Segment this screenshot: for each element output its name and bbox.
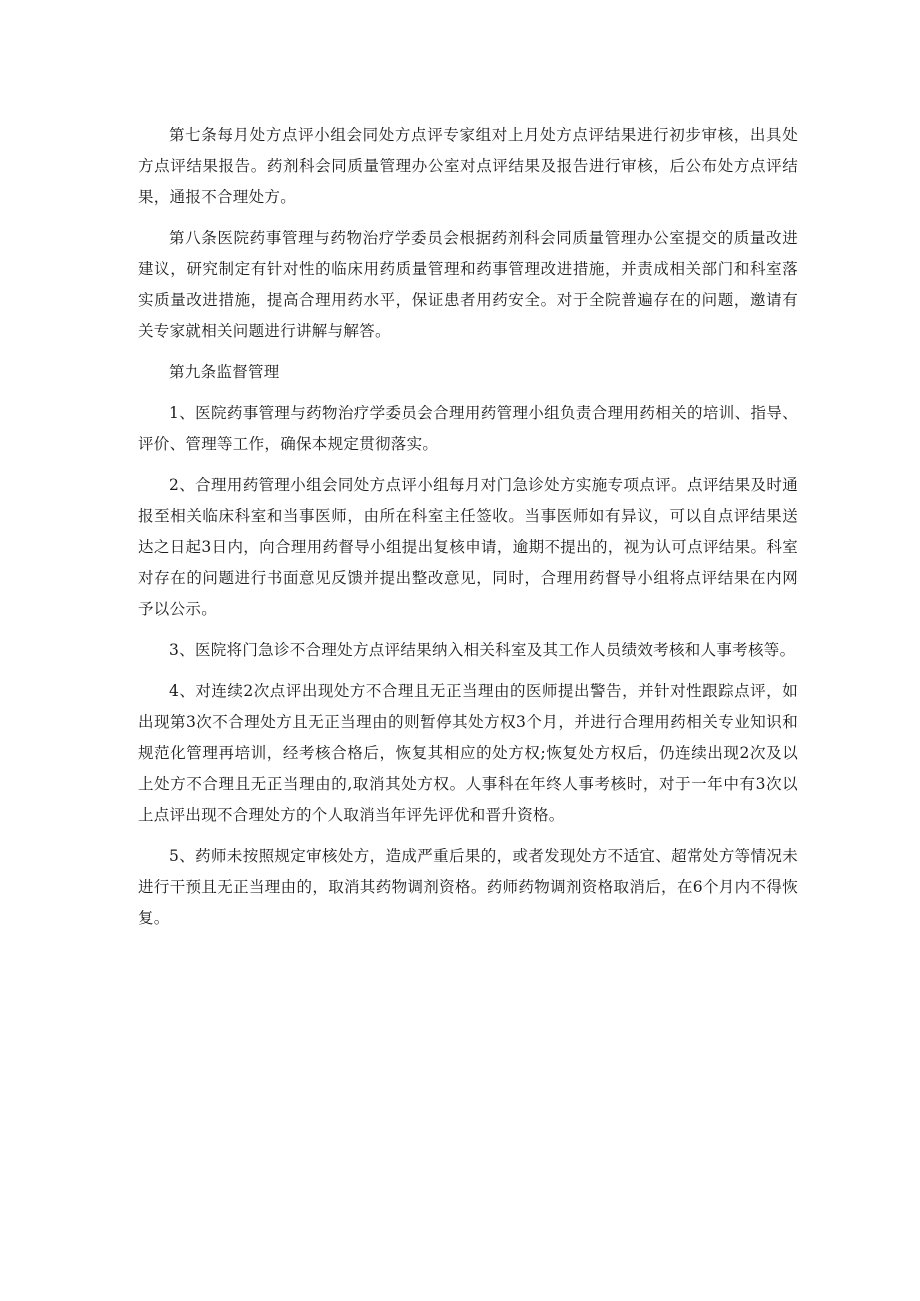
clause-5-paragraph: 5、药师未按照规定审核处方，造成严重后果的，或者发现处方不适宜、超常处方等情况未进行干预且无正当理由的，取消其药物调剂资格。药师药物调剂资格取消后，在6个月内不得恢复。 (138, 847, 798, 927)
clause-1-paragraph: 1、医院药事管理与药物治疗学委员会合理用药管理小组负责合理用药相关的培训、指导、评价、管理等工作，确保本规定贯彻落实。 (138, 404, 798, 453)
clause-4-paragraph: 4、对连续2次点评出现处方不合理且无正当理由的医师提出警告，并针对性跟踪点评，如出现第3次不合理处方且无正当理由的则暂停其处方权3个月，并进行合理用药相关专业知识和规范化管理再培训，经考核合格后，恢复其相应的处方权;恢复处方权后，仍连续出现2次及以上处方不合理且无正当理由的,取消其处方权。人事科在年终人事考核时，对于一年中有3次以上点评出现不合理处方的个人取消当年评先评优和晋升资格。 (138, 682, 798, 824)
clause-3-paragraph: 3、医院将门急诊不合理处方点评结果纳入相关科室及其工作人员绩效考核和人事考核等。 (169, 641, 796, 659)
article-9-heading: 第九条监督管理 (169, 363, 280, 381)
clause-2-paragraph: 2、合理用药管理小组会同处方点评小组每月对门急诊处方实施专项点评。点评结果及时通报至相关临床科室和当事医师，由所在科室主任签收。当事医师如有异议，可以自点评结果送达之日起3日内，向合理用药督导小组提出复核申请，逾期不提出的，视为认可点评结果。科室对存在的问题进行书面意见反馈并提出整改意见，同时，合理用药督导小组将点评结果在内网予以公示。 (138, 476, 798, 618)
article-7-paragraph: 第七条每月处方点评小组会同处方点评专家组对上月处方点评结果进行初步审核，出具处方点评结果报告。药剂科会同质量管理办公室对点评结果及报告进行审核，后公布处方点评结果，通报不合理处方。 (138, 126, 798, 206)
document-body (138, 120, 798, 944)
article-8-paragraph: 第八条医院药事管理与药物治疗学委员会根据药剂科会同质量管理办公室提交的质量改进建议，研究制定有针对性的临床用药质量管理和药事管理改进措施，并责成相关部门和科室落实质量改进措施，提高合理用药水平，保证患者用药安全。对于全院普遍存在的问题，邀请有关专家就相关问题进行讲解与解答。 (138, 229, 798, 340)
